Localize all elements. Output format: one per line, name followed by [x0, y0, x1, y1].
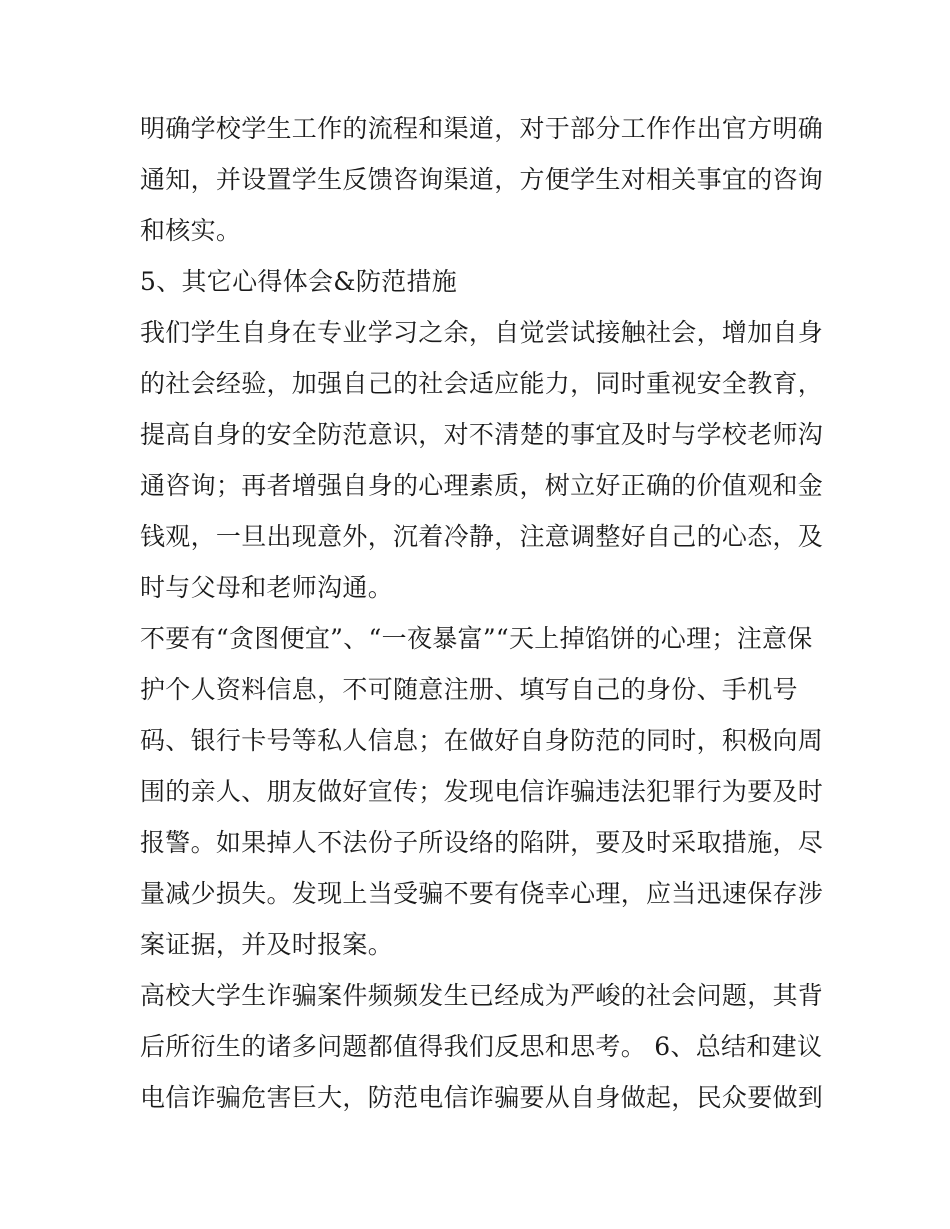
text-line: 高校大学生诈骗案件频频发生已经成为严峻的社会问题，其背	[140, 981, 824, 1010]
text-line: 码、银行卡号等私人信息；在做好自身防范的同时，积极向周	[140, 726, 824, 755]
text-line: 明确学校学生工作的流程和渠道，对于部分工作作出官方明确	[140, 114, 824, 143]
text-line: 报警。如果掉人不法份子所设络的陷阱，要及时采取措施，尽	[140, 828, 824, 857]
text-line: 案证据，并及时报案。	[140, 930, 394, 959]
text-line: 钱观，一旦出现意外，沉着冷静，注意调整好自己的心态，及	[140, 522, 824, 551]
text-line: 通知，并设置学生反馈咨询渠道，方便学生对相关事宜的咨询	[140, 165, 824, 194]
text-line: 围的亲人、朋友做好宣传；发现电信诈骗违法犯罪行为要及时	[140, 777, 824, 806]
text-line: 电信诈骗危害巨大，防范电信诈骗要从自身做起，民众要做到	[140, 1083, 824, 1112]
text-line: 不要有“贪图便宜”、“一夜暴富”“天上掉馅饼的心理；注意保	[140, 624, 813, 653]
text-line: 时与父母和老师沟通。	[140, 573, 394, 602]
text-line: 的社会经验，加强自己的社会适应能力，同时重视安全教育，	[140, 369, 824, 398]
text-line: 提高自身的安全防范意识，对不清楚的事宜及时与学校老师沟	[140, 420, 824, 449]
document-body	[140, 103, 824, 1123]
section-heading: 5、其它心得体会&防范措施	[140, 267, 458, 296]
text-line: 我们学生自身在专业学习之余，自觉尝试接触社会，增加自身	[140, 318, 824, 347]
text-line: 护个人资料信息，不可随意注册、填写自己的身份、手机号	[140, 675, 798, 704]
text-line: 通咨询；再者增强自身的心理素质，树立好正确的价值观和金	[140, 471, 824, 500]
text-line: 和核实。	[140, 216, 242, 245]
text-line: 后所衍生的诸多问题都值得我们反思和思考。 6、总结和建议	[140, 1032, 823, 1061]
text-line: 量减少损失。发现上当受骗不要有侥幸心理，应当迅速保存涉	[140, 879, 824, 908]
